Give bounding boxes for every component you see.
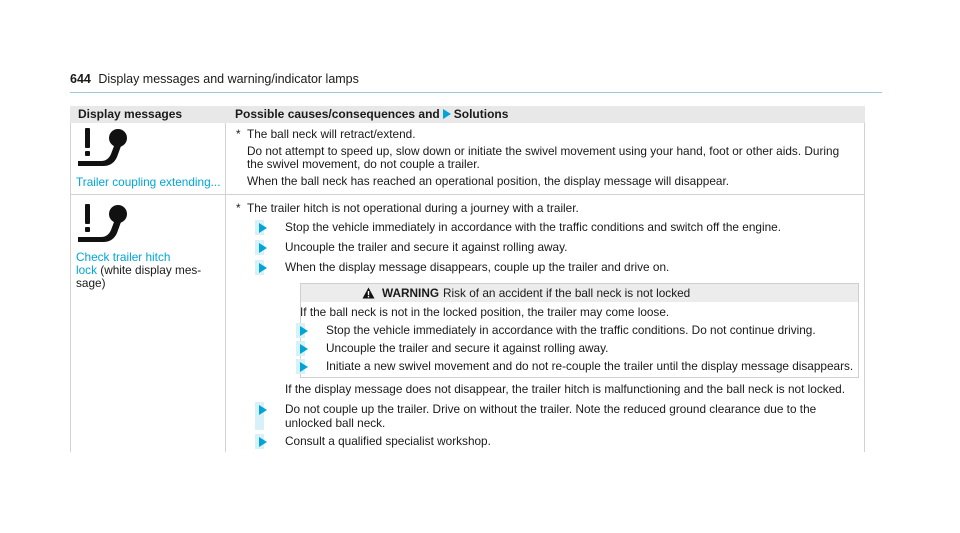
step-text: Uncouple the trailer and secure it against rolling away. — [326, 341, 609, 355]
note-star: * — [236, 127, 241, 141]
arrow-icon — [259, 437, 267, 447]
warning-body: If the ball neck is not in the locked position, the trailer may come loose. — [300, 305, 670, 319]
col-header-causes-text: Possible causes/consequences and — [235, 107, 440, 121]
instruction-text-cont: the swivel movement, do not couple a trailer. — [247, 157, 480, 171]
col-header-solutions-text: Solutions — [453, 107, 509, 121]
warning-box — [300, 283, 859, 378]
display-messages-table — [70, 106, 865, 452]
arrow-icon — [259, 263, 267, 273]
warning-title-text: Risk of an accident if the ball neck is not locked — [443, 286, 691, 300]
col-header-display-messages: Display messages — [70, 106, 232, 123]
malfunction-text: If the display message does not disappear, the trailer hitch is malfunctioning and the ball neck is not locked. — [285, 382, 846, 396]
warning-title — [382, 286, 690, 300]
warning-step — [300, 324, 816, 338]
col-header-causes — [227, 106, 865, 123]
column-divider — [225, 123, 226, 452]
display-message-label — [76, 251, 201, 290]
step-text: When the display message disappears, couple up the trailer and drive on. — [285, 260, 670, 274]
step-item — [259, 221, 781, 235]
step-text: Stop the vehicle immediately in accordance with the traffic conditions. Do not continue driving. — [326, 323, 816, 337]
step-item — [259, 261, 669, 275]
arrow-icon — [443, 109, 451, 119]
warning-header — [301, 284, 858, 302]
step-text: Uncouple the trailer and secure it against rolling away. — [285, 240, 568, 254]
final-step — [259, 435, 491, 449]
table-border-right — [864, 123, 865, 452]
trailer-hitch-warning-icon — [75, 126, 135, 166]
check-trailer-hitch-link[interactable]: Check trailer hitch — [76, 250, 171, 264]
intro-text: The trailer hitch is not operational during a journey with a trailer. — [247, 201, 579, 215]
note-star: * — [236, 201, 241, 215]
warning-triangle-icon — [362, 287, 375, 299]
arrow-icon — [259, 243, 267, 253]
step-text: Consult a qualified specialist workshop. — [285, 434, 491, 448]
label-note: (white display mes- — [100, 263, 202, 277]
row-divider — [70, 194, 865, 195]
table-border-left — [70, 123, 71, 452]
page-header — [70, 72, 359, 86]
result-text: When the ball neck has reached an operational position, the display message will disappear. — [247, 174, 730, 188]
page-number: 644 — [70, 72, 91, 86]
final-step — [259, 403, 816, 430]
page-title: Display messages and warning/indicator lamps — [98, 72, 359, 86]
arrow-icon — [300, 326, 308, 336]
step-text: Initiate a new swivel movement and do not re-couple the trailer until the display message disappears. — [326, 359, 854, 373]
check-trailer-hitch-link-cont[interactable]: lock — [76, 263, 97, 277]
instruction-text: Do not attempt to speed up, slow down or initiate the swivel movement using your hand, foot or other aids. During — [247, 144, 840, 158]
arrow-icon — [300, 344, 308, 354]
label-note-cont: sage) — [76, 276, 106, 290]
step-text-cont: unlocked ball neck. — [285, 415, 386, 430]
trailer-coupling-extending-link[interactable]: Trailer coupling extending... — [76, 175, 221, 189]
display-message-label — [76, 176, 220, 189]
arrow-icon — [300, 362, 308, 372]
warning-label: WARNING — [382, 286, 440, 300]
cause-text: The ball neck will retract/extend. — [247, 127, 416, 141]
trailer-hitch-warning-icon — [75, 202, 135, 242]
step-text: Stop the vehicle immediately in accordance with the traffic conditions and switch off the engine. — [285, 220, 781, 234]
warning-step — [300, 360, 853, 374]
step-item — [259, 241, 567, 255]
arrow-icon — [259, 223, 267, 233]
header-divider — [70, 92, 882, 93]
step-text: Do not couple up the trailer. Drive on without the trailer. Note the reduced ground clearance due to the — [285, 402, 817, 416]
arrow-icon — [259, 405, 267, 415]
warning-step — [300, 342, 608, 356]
